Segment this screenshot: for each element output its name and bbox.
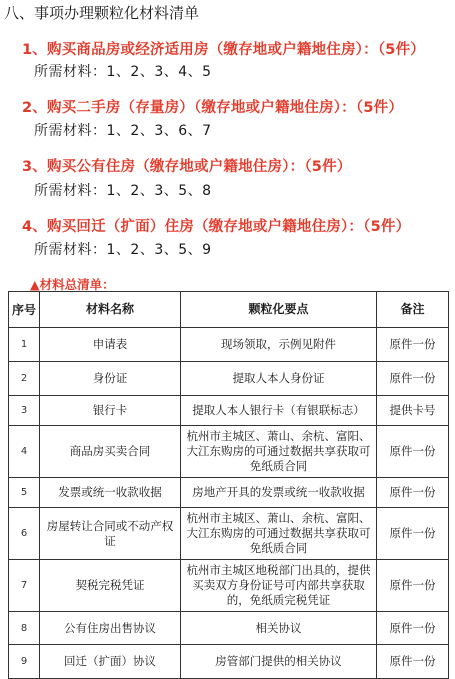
cell-key-point: 杭州市主城区、萧山、余杭、富阳、大江东购房的可通过数据共享获取可免纸质合同 bbox=[181, 426, 377, 478]
table-row bbox=[9, 560, 449, 612]
table-row bbox=[9, 362, 449, 396]
item-title-2: 2、购买二手房（存量房）（缴存地或户籍地住房）：（5件） bbox=[22, 100, 404, 116]
cell-note: 原件一份 bbox=[377, 508, 449, 560]
cell-note: 提供卡号 bbox=[377, 396, 449, 426]
cell-note: 原件一份 bbox=[377, 328, 449, 362]
item-title-4: 4、购买回迁（扩面）住房（缴存地或户籍地住房）：（5件） bbox=[22, 219, 411, 235]
cell-seq: 9 bbox=[9, 645, 40, 679]
cell-note: 原件一份 bbox=[377, 560, 449, 612]
table-row bbox=[9, 645, 449, 679]
cell-name: 商品房买卖合同 bbox=[40, 426, 181, 478]
item-title-1: 1、购买商品房或经济适用房（缴存地或户籍地住房）：（5件） bbox=[22, 42, 425, 58]
cell-key-point: 房管部门提供的相关协议 bbox=[181, 645, 377, 679]
cell-note: 原件一份 bbox=[377, 612, 449, 645]
cell-seq: 4 bbox=[9, 426, 40, 478]
item-materials-2: 所需材料：1、2、3、6、7 bbox=[34, 123, 212, 139]
cell-note: 原件一份 bbox=[377, 426, 449, 478]
table-header-row bbox=[9, 292, 449, 328]
item-materials-4: 所需材料：1、2、3、5、9 bbox=[34, 242, 212, 258]
materials-table bbox=[8, 291, 449, 679]
cell-name: 银行卡 bbox=[40, 396, 181, 426]
cell-seq: 8 bbox=[9, 612, 40, 645]
table-row bbox=[9, 426, 449, 478]
table-row bbox=[9, 328, 449, 362]
cell-key-point: 现场领取，示例见附件 bbox=[181, 328, 377, 362]
table-row bbox=[9, 508, 449, 560]
header-key-point: 颗粒化要点 bbox=[181, 292, 377, 328]
cell-key-point: 提取人本人银行卡（有银联标志） bbox=[181, 396, 377, 426]
cell-note: 原件一份 bbox=[377, 645, 449, 679]
cell-note: 原件一份 bbox=[377, 362, 449, 396]
header-name: 材料名称 bbox=[40, 292, 181, 328]
table-row bbox=[9, 478, 449, 508]
header-note: 备注 bbox=[377, 292, 449, 328]
cell-key-point: 相关协议 bbox=[181, 612, 377, 645]
section-heading: 八、事项办理颗粒化材料清单 bbox=[4, 4, 200, 22]
cell-name: 回迁（扩面）协议 bbox=[40, 645, 181, 679]
item-title-3: 3、购买公有住房（缴存地或户籍地住房）：（5件） bbox=[22, 159, 352, 175]
cell-key-point: 杭州市主城区地税部门出具的，提供买卖双方身份证号可内部共享获取的，免纸质完税凭证 bbox=[181, 560, 377, 612]
table-label: ▲材料总清单： bbox=[30, 277, 115, 292]
cell-seq: 2 bbox=[9, 362, 40, 396]
cell-key-point: 房地产开具的发票或统一收款收据 bbox=[181, 478, 377, 508]
item-materials-1: 所需材料：1、2、3、4、5 bbox=[34, 64, 212, 80]
table-row bbox=[9, 612, 449, 645]
item-materials-3: 所需材料：1、2、3、5、8 bbox=[34, 183, 212, 199]
header-seq: 序号 bbox=[9, 292, 40, 328]
cell-key-point: 提取人本人身份证 bbox=[181, 362, 377, 396]
cell-seq: 7 bbox=[9, 560, 40, 612]
table-row bbox=[9, 396, 449, 426]
cell-seq: 6 bbox=[9, 508, 40, 560]
cell-name: 房屋转让合同或不动产权证 bbox=[40, 508, 181, 560]
cell-key-point: 杭州市主城区、萧山、余杭、富阳、大江东购房的可通过数据共享获取可免纸质合同 bbox=[181, 508, 377, 560]
cell-seq: 1 bbox=[9, 328, 40, 362]
cell-seq: 5 bbox=[9, 478, 40, 508]
cell-name: 发票或统一收款收据 bbox=[40, 478, 181, 508]
cell-name: 身份证 bbox=[40, 362, 181, 396]
cell-note: 原件一份 bbox=[377, 478, 449, 508]
cell-name: 公有住房出售协议 bbox=[40, 612, 181, 645]
cell-name: 申请表 bbox=[40, 328, 181, 362]
cell-name: 契税完税凭证 bbox=[40, 560, 181, 612]
cell-seq: 3 bbox=[9, 396, 40, 426]
